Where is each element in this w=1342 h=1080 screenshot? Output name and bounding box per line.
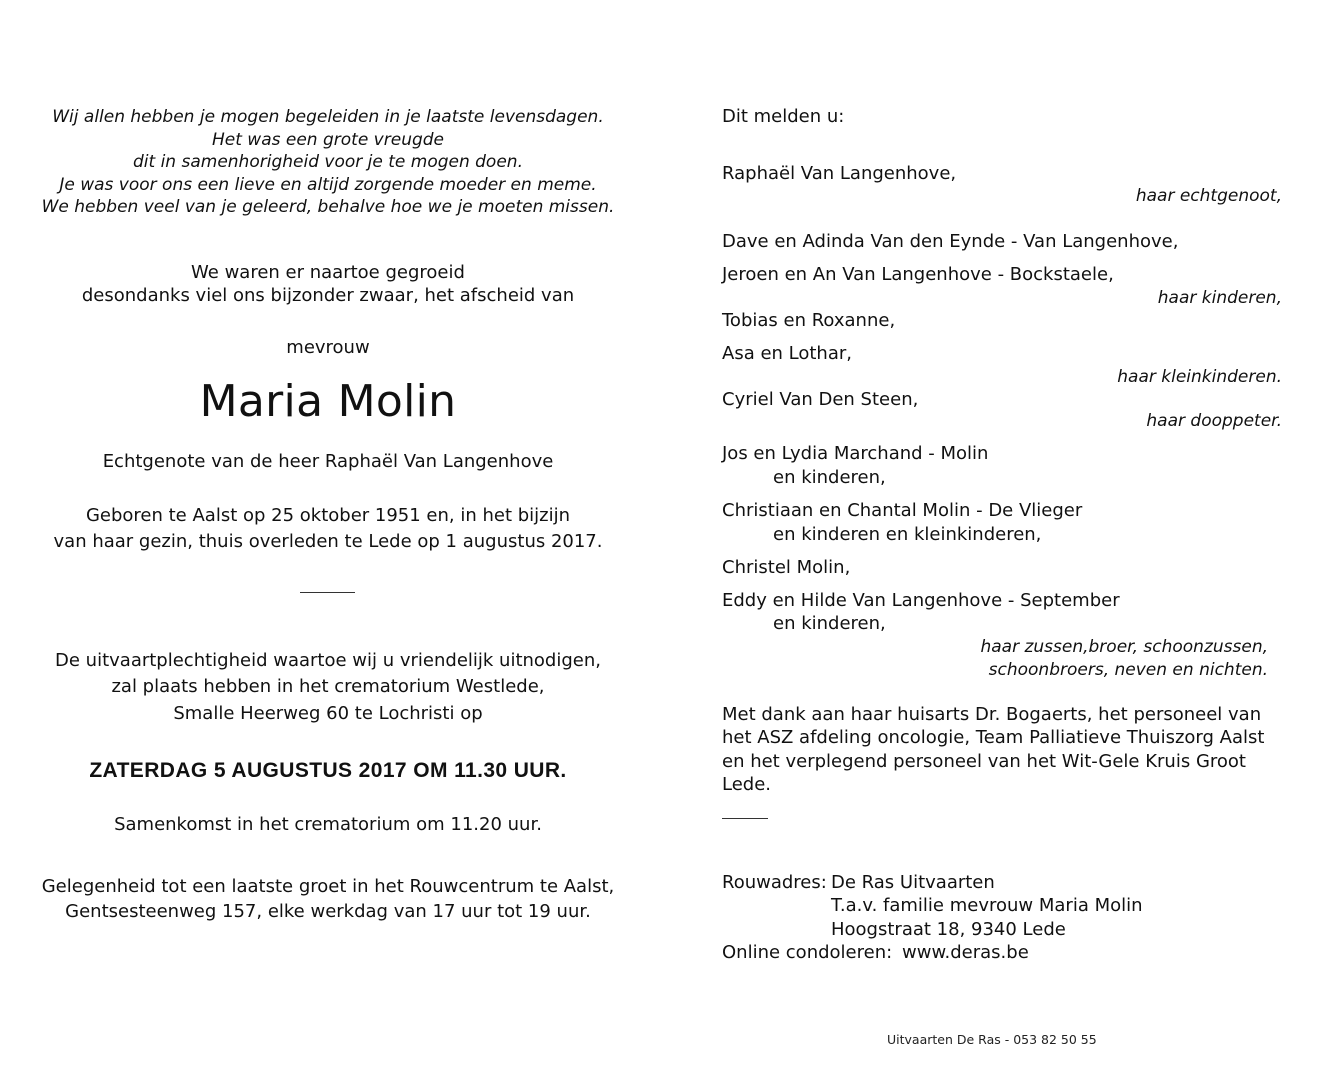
birth-death-line-2: van haar gezin, thuis overleden te Lede op 1 augustus 2017. <box>53 531 603 552</box>
relation-godfather: haar dooppeter. <box>1146 411 1282 431</box>
family-sibling-1-children: en kinderen, <box>773 467 886 488</box>
ceremony-date: ZATERDAG 5 AUGUSTUS 2017 OM 11.30 UUR. <box>89 759 567 782</box>
relation-grandchildren: haar kleinkinderen. <box>1117 367 1282 387</box>
family-godfather: Cyriel Van Den Steen, <box>722 389 919 410</box>
poem-line-1: Wij allen hebben je mogen begeleiden in je laatste levensdagen. <box>52 107 604 127</box>
relation-siblings-2: schoonbroers, neven en nichten. <box>988 660 1268 680</box>
farewell-line-1: Gelegenheid tot een laatste groet in het Rouwcentrum te Aalst, <box>41 876 615 897</box>
family-child-1: Dave en Adinda Van den Eynde - Van Langenhove, <box>722 231 1179 252</box>
relation-siblings-1: haar zussen,broer, schoonzussen, <box>980 637 1268 657</box>
deceased-name: Maria Molin <box>199 376 457 427</box>
poem-line-4: Je was voor ons een lieve en altijd zorgende moeder en meme. <box>59 174 597 195</box>
ceremony-line-1: De uitvaartplechtigheid waartoe wij u vriendelijk uitnodigen, <box>55 650 601 671</box>
farewell-line-2: Gentsesteenweg 157, elke werkdag van 17 uur tot 19 uur. <box>65 901 591 922</box>
thanks-line-4: Lede. <box>722 774 772 795</box>
address-line-2: T.a.v. familie mevrouw Maria Molin <box>831 895 1143 916</box>
relation-husband: haar echtgenoot, <box>1135 186 1282 206</box>
intro-line-1: We waren er naartoe gegroeid <box>191 262 465 283</box>
spouse-line: Echtgenote van de heer Raphaël Van Langenhove <box>102 451 554 472</box>
family-child-2: Jeroen en An Van Langenhove - Bockstaele, <box>722 264 1114 285</box>
family-husband: Raphaël Van Langenhove, <box>722 163 957 184</box>
family-sibling-4: Eddy en Hilde Van Langenhove - September <box>722 590 1120 611</box>
address-line-3: Hoogstraat 18, 9340 Lede <box>831 919 1066 940</box>
ceremony-line-2: zal plaats hebben in het crematorium Westlede, <box>111 676 545 697</box>
relation-children: haar kinderen, <box>1157 288 1282 308</box>
footer-funeral-home: Uitvaarten De Ras - 053 82 50 55 <box>887 1032 1097 1047</box>
poem-line-2: Het was een grote vreugde <box>211 129 445 150</box>
deceased-title: mevrouw <box>286 337 370 358</box>
address-label: Rouwadres: <box>722 872 827 893</box>
family-grandchild-2: Asa en Lothar, <box>722 343 852 364</box>
thanks-divider <box>722 818 768 819</box>
family-sibling-3: Christel Molin, <box>722 557 851 578</box>
family-sibling-4-children: en kinderen, <box>773 613 886 634</box>
left-column <box>28 0 628 1080</box>
divider <box>300 592 355 593</box>
thanks-line-1: Met dank aan haar huisarts Dr. Bogaerts, het personeel van <box>722 704 1262 725</box>
meeting-line: Samenkomst in het crematorium om 11.20 uur. <box>114 814 542 835</box>
family-sibling-1: Jos en Lydia Marchand - Molin <box>722 443 989 464</box>
online-condolence-link[interactable]: www.deras.be <box>902 942 1029 963</box>
thanks-line-2: het ASZ afdeling oncologie, Team Palliatieve Thuiszorg Aalst <box>722 727 1265 748</box>
announcement-heading: Dit melden u: <box>722 106 845 127</box>
thanks-line-3: en het verplegend personeel van het Wit-Gele Kruis Groot <box>722 751 1246 772</box>
family-sibling-2-children: en kinderen en kleinkinderen, <box>773 524 1042 545</box>
intro-line-2: desondanks viel ons bijzonder zwaar, het afscheid van <box>81 285 575 306</box>
poem-line-3: dit in samenhorigheid voor je te mogen doen. <box>133 152 523 172</box>
birth-death-line-1: Geboren te Aalst op 25 oktober 1951 en, in het bijzijn <box>85 505 571 526</box>
ceremony-line-3: Smalle Heerweg 60 te Lochristi op <box>173 703 483 724</box>
family-sibling-2: Christiaan en Chantal Molin - De Vlieger <box>722 500 1083 521</box>
family-grandchild-1: Tobias en Roxanne, <box>722 310 896 331</box>
address-line-1: De Ras Uitvaarten <box>831 872 995 893</box>
online-condolence-label: Online condoleren: <box>722 942 893 963</box>
poem-line-5: We hebben veel van je geleerd, behalve hoe we je moeten missen. <box>41 197 615 217</box>
